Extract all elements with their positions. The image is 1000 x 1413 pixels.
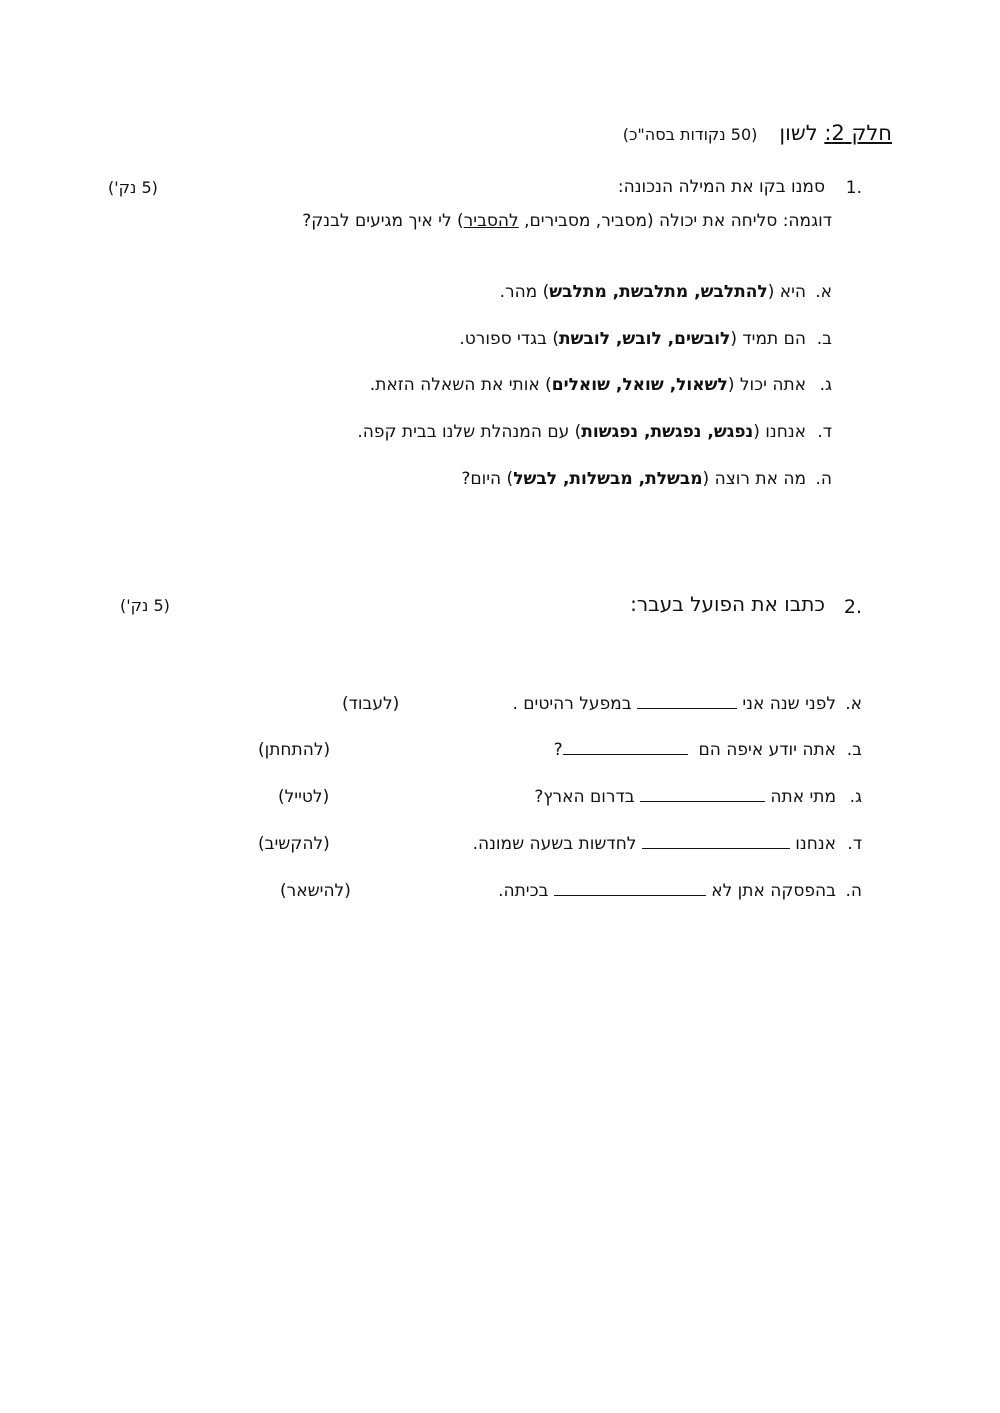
answer-blank[interactable] xyxy=(563,740,688,755)
q1-number: 1. xyxy=(845,178,862,198)
q1-example-answer: להסביר xyxy=(463,211,519,231)
q2-points: (5 נק') xyxy=(120,596,170,615)
answer-blank[interactable] xyxy=(637,694,737,709)
answer-blank[interactable] xyxy=(642,834,790,849)
q2-hint: (להתחתן) xyxy=(258,740,331,760)
q1-instruction: סמנו בקו את המילה הנכונה: xyxy=(617,177,825,197)
q2-instruction: כתבו את הפועל בעבר: xyxy=(630,592,825,616)
q2-hint: (להקשיב) xyxy=(258,834,330,854)
q1-item-options: להתלבש, מתלבשת, מתלבש xyxy=(549,282,768,302)
q1-item-options: נפגש, נפגשת, נפגשות xyxy=(581,422,754,442)
q1-points: (5 נק') xyxy=(108,178,158,197)
q1-example-before: דוגמה: סליחה את יכולה (מסביר, מסבירים, xyxy=(518,211,832,231)
q1-item: ג.אתה יכול (לשאול, שואל, שואלים) אותי את השאלה הזאת. xyxy=(369,375,832,395)
q1-item-options: מבשלת, מבשלות, לבשל xyxy=(513,469,703,489)
q1-item: ה.מה את רוצה (מבשלת, מבשלות, לבשל) היום? xyxy=(461,469,832,489)
q1-item-options: לובשים, לובש, לובשת xyxy=(559,329,731,349)
answer-blank[interactable] xyxy=(554,881,706,896)
q2-item: ד.אנחנו לחדשות בשעה שמונה. xyxy=(472,834,862,854)
q1-item: ד.אנחנו (נפגש, נפגשת, נפגשות) עם המנהלת שלנו בבית קפה. xyxy=(357,422,832,442)
q1-item: ב.הם תמיד (לובשים, לובש, לובשת) בגדי ספורט. xyxy=(459,329,832,349)
section-points: (50 נקודות בסה"כ) xyxy=(622,125,758,144)
q2-hint: (לטייל) xyxy=(278,787,330,807)
q1-example-after: ) לי איך מגיעים לבנק? xyxy=(302,211,464,231)
q1-item: א.היא (להתלבש, מתלבשת, מתלבש) מהר. xyxy=(499,282,832,302)
q2-item: א.לפני שנה אני במפעל רהיטים . xyxy=(512,694,862,714)
section-header xyxy=(623,121,892,145)
q2-item: ג.מתי אתה בדרום הארץ? xyxy=(534,787,862,807)
q1-item-options: לשאול, שואל, שואלים xyxy=(551,375,728,395)
q2-item: ה.בהפסקה אתן לא בכיתה. xyxy=(498,881,862,901)
q1-example xyxy=(302,211,832,231)
q2-hint: (לעבוד) xyxy=(342,694,400,714)
answer-blank[interactable] xyxy=(640,787,765,802)
q2-item: ב.אתה יודע איפה הם ? xyxy=(553,740,862,760)
q2-hint: (להישאר) xyxy=(280,881,351,901)
q2-number: 2. xyxy=(843,596,862,618)
section-label: חלק 2: xyxy=(824,121,892,145)
section-title: לשון xyxy=(779,121,825,145)
